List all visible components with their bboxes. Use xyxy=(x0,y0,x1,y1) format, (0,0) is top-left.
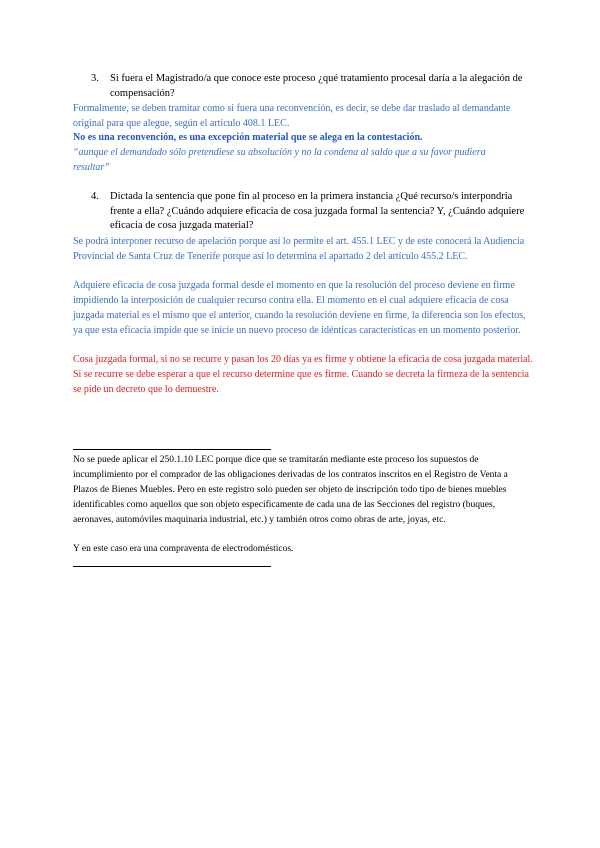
footnote-paragraph-2: Y en este caso era una compraventa de electrodomésticos. xyxy=(73,544,294,554)
footnote-paragraph-1: No se puede aplicar el 250.1.10 LEC porque dice que se tramitarán mediante este proceso los supuestos de incumplimiento por el comprador de las obligaciones derivadas de los contratos inscritos en el Registro de Venta a Plazos de Bienes Muebles. Pero en este registro solo pueden ser objeto de inscripción todo tipo de bienes muebles identificables como aquellos que son objeto específicamente de cada una de las Secciones del registro (buques, aeronaves, automóviles maquinaria industrial, etc.) y también otros como obras de arte, joyas, etc. xyxy=(73,455,508,525)
question-4-text: Dictada la sentencia que pone fin al proceso en la primera instancia ¿Qué recurso/s interpondría frente a ella? ¿Cuándo adquiere eficacia de cosa juzgada formal la sentencia? Y, ¿Cuándo adquiere eficacia de cosa juzgada material? xyxy=(110,191,525,231)
answer-3-paragraph-2: No es una reconvención, es una excepción material que se alega en la contestación. xyxy=(73,132,423,143)
question-3 xyxy=(73,72,533,101)
answer-4-paragraph-1: Se podrá interponer recurso de apelación porque así lo permite el art. 455.1 LEC y de este conocerá la Audiencia Provincial de Santa Cruz de Tenerife porque así lo determina el apartado 2 del artículo 455.2 LEC. xyxy=(73,236,525,262)
answer-4-paragraph-3: Cosa juzgada formal, si no se recurre y pasan los 20 días ya es firme y obtiene la eficacia de cosa juzgada material. Si se recurre se debe esperar a que el recurso determine que es firme. Cuando se decreta la firmeza de la sentencia se pide un decreto que lo demuestre. xyxy=(73,354,533,395)
answer-3-paragraph-1: Formalmente, se deben tramitar como si fuera una reconvención, es decir, se debe dar traslado al demandante original para que alegue, según el artículo 408.1 LEC. xyxy=(73,103,511,129)
question-3-number: 3. xyxy=(91,73,99,84)
question-4 xyxy=(73,190,533,234)
question-4-number: 4. xyxy=(91,191,99,202)
footnote-separator-bottom xyxy=(73,566,271,567)
question-3-text: Si fuera el Magistrado/a que conoce este proceso ¿qué tratamiento procesal daría a la alegación de compensación? xyxy=(110,73,523,99)
footnote-separator-top xyxy=(73,449,271,450)
answer-3-quote: “aunque el demandado sólo pretendiese su absolución y no la condena al saldo que a su favor pudiera resultar” xyxy=(73,147,486,173)
answer-4-paragraph-2: Adquiere eficacia de cosa juzgada formal desde el momento en que la resolución del proceso deviene en firme impidiendo la interposición de cualquier recurso contra ella. El momento en el cual adquiere eficacia de cosa juzgada material es el mismo que el anterior, cuando la resolución deviene en firme, la diferencia son los efectos, ya que esta eficacia impide que se inicie un nuevo proceso de idénticas características en un momento posterior. xyxy=(73,280,526,336)
